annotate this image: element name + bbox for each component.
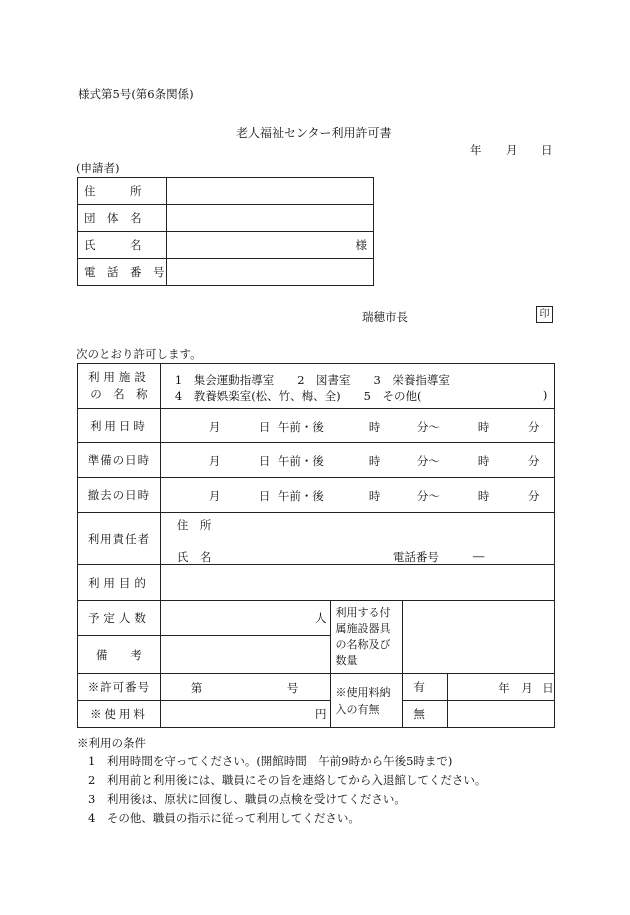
removal-datetime-label: 撤去の日時	[78, 478, 161, 513]
permit-number-suffix: 号	[286, 681, 299, 695]
facility-options-line2: 4 教養娯楽室(松、竹、梅、全) 5 その他(	[174, 389, 422, 403]
intro-text: 次のとおり許可します。	[76, 347, 202, 361]
condition-item-4: 4 その他、職員の指示に従って利用してください。	[88, 811, 360, 825]
fee-label: ※使用料	[78, 701, 161, 728]
form-number: 様式第5号(第6条関係)	[78, 87, 194, 101]
responsible-row	[78, 513, 555, 565]
purpose-label: 利用目的	[78, 565, 161, 601]
applicant-phone-label: 電 話 番 号	[78, 259, 167, 286]
facility-row	[78, 364, 555, 409]
equipment-label: 利用する付属施設器具の名称及び数量	[331, 601, 403, 674]
applicant-name-suffix: 様	[355, 238, 367, 252]
applicant-group-field[interactable]	[167, 205, 374, 232]
prep-minute-end: 分	[527, 454, 540, 468]
removal-month: 月	[208, 489, 221, 503]
conditions-heading: ※利用の条件	[77, 736, 146, 750]
prep-datetime-label: 準備の日時	[78, 443, 161, 478]
applicant-row-phone	[78, 259, 374, 286]
applicant-row-group	[78, 205, 374, 232]
applicant-group-label: 団 体 名	[78, 205, 167, 232]
removal-ampm: 午前・後	[277, 489, 324, 503]
facility-label	[78, 364, 161, 409]
applicant-row-address	[78, 178, 374, 205]
equipment-field[interactable]	[403, 601, 555, 674]
date-row-use	[78, 409, 555, 443]
prep-day: 日	[258, 454, 271, 468]
date-month-label: 月	[506, 143, 518, 157]
applicant-row-name	[78, 232, 374, 259]
facility-options[interactable]	[160, 364, 554, 409]
responsible-phone-dash: ―	[472, 549, 485, 563]
responsible-address-label: 住 所	[176, 518, 212, 532]
applicant-name-label: 氏 名	[78, 232, 167, 259]
removal-minute-end: 分	[527, 489, 540, 503]
use-datetime-label: 利用日時	[78, 409, 161, 443]
headcount-label: 予定人数	[78, 601, 161, 636]
payment-date-field[interactable]	[448, 674, 555, 701]
date-day-label: 日	[541, 143, 553, 157]
permit-number-row	[78, 674, 555, 701]
prep-month: 月	[208, 454, 221, 468]
facility-options-close: )	[542, 388, 548, 402]
prep-hour-end: 時	[477, 454, 490, 468]
removal-hour-end: 時	[477, 489, 490, 503]
prep-ampm: 午前・後	[277, 454, 324, 468]
responsible-phone-label: 電話番号	[392, 550, 439, 564]
date-row-removal	[78, 478, 555, 513]
use-ampm: 午前・後	[277, 420, 324, 434]
payment-status-label: ※使用料納入の有無	[331, 674, 403, 728]
permit-number-label: ※許可番号	[78, 674, 161, 701]
payment-no-label: 無	[413, 707, 425, 721]
remarks-label: 備 考	[78, 636, 161, 674]
payment-yes[interactable]	[403, 674, 448, 701]
fee-row	[78, 701, 555, 728]
removal-minute-from: 分〜	[416, 489, 440, 503]
responsible-name-label: 氏 名	[176, 550, 212, 564]
fee-unit: 円	[314, 707, 327, 721]
use-hour: 時	[368, 420, 381, 434]
seal-icon: 印	[536, 306, 553, 323]
facility-options-line1: 1 集会運動指導室 2 図書室 3 栄養指導室	[174, 373, 450, 387]
responsible-label: 利用責任者	[78, 513, 161, 565]
remarks-field[interactable]	[160, 636, 331, 674]
use-minute-end: 分	[527, 420, 540, 434]
payment-no-field[interactable]	[448, 701, 555, 728]
condition-item-2: 2 利用前と利用後には、職員にその旨を連絡してから入退館してください。	[88, 773, 487, 787]
removal-hour: 時	[368, 489, 381, 503]
responsible-field[interactable]	[160, 513, 554, 565]
applicant-address-label: 住 所	[78, 178, 167, 205]
payment-no[interactable]	[403, 701, 448, 728]
date-row-prep	[78, 443, 555, 478]
use-minute-from: 分〜	[416, 420, 440, 434]
facility-label-line1: 利用施設	[87, 370, 150, 384]
applicant-heading: (申請者)	[76, 161, 120, 175]
applicant-phone-field[interactable]	[167, 259, 374, 286]
date-year-label: 年	[470, 143, 482, 157]
prep-hour: 時	[368, 454, 381, 468]
purpose-field[interactable]	[160, 565, 554, 601]
facility-label-line2: の 名 称	[90, 387, 148, 401]
removal-datetime-field[interactable]	[160, 478, 554, 513]
condition-item-1: 1 利用時間を守ってください。(開館時間 午前9時から午後5時まで)	[88, 754, 453, 768]
use-datetime-field[interactable]	[160, 409, 554, 443]
use-hour-end: 時	[477, 420, 490, 434]
applicant-address-field[interactable]	[167, 178, 374, 205]
payment-day: 日	[542, 681, 554, 695]
purpose-row	[78, 565, 555, 601]
condition-item-3: 3 利用後は、原状に回復し、職員の点検を受けてください。	[88, 792, 406, 806]
permit-number-prefix: 第	[190, 681, 203, 695]
issuer-name: 瑞穂市長	[362, 310, 408, 324]
permit-number-field[interactable]	[160, 674, 331, 701]
payment-month: 月	[521, 681, 533, 695]
page-title: 老人福祉センター利用許可書	[236, 126, 392, 140]
prep-minute-from: 分〜	[416, 454, 440, 468]
removal-day: 日	[258, 489, 271, 503]
prep-datetime-field[interactable]	[160, 443, 554, 478]
permit-table	[77, 363, 555, 728]
use-day: 日	[258, 420, 271, 434]
headcount-row	[78, 601, 555, 636]
fee-field[interactable]	[160, 701, 331, 728]
headcount-unit: 人	[314, 611, 327, 625]
use-month: 月	[208, 420, 221, 434]
applicant-name-field[interactable]	[167, 232, 374, 259]
applicant-table	[77, 177, 374, 286]
payment-yes-label: 有	[413, 680, 425, 694]
payment-year: 年	[498, 681, 510, 695]
headcount-field[interactable]	[160, 601, 331, 636]
